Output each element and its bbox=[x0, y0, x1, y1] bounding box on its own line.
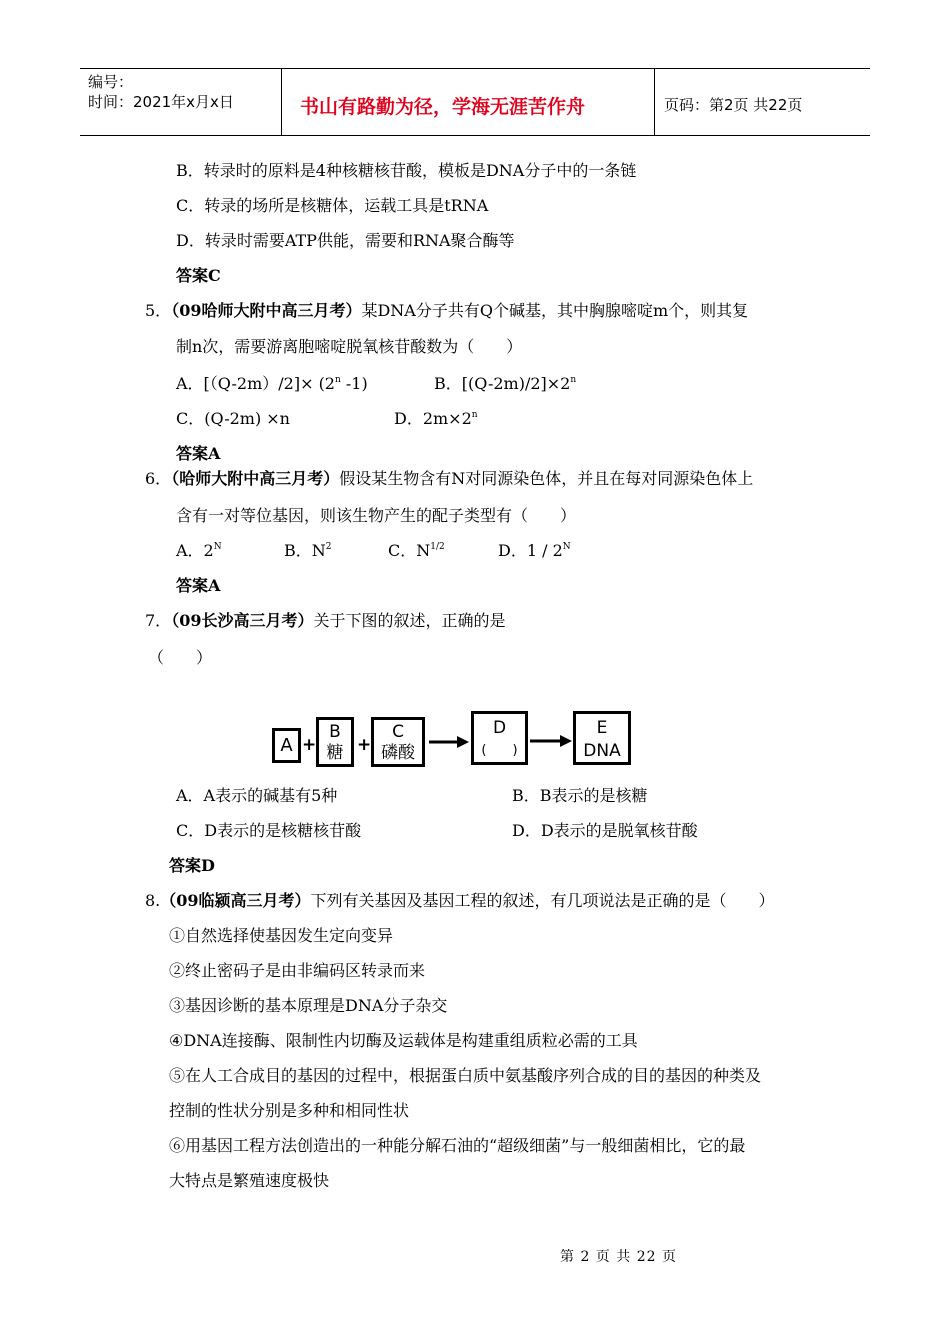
diagram-box-e-bottom: DNA bbox=[583, 741, 621, 761]
q6-d-text: D．1 / 2 bbox=[498, 541, 563, 560]
q6-source: （哈师大附中高三月考） bbox=[171, 469, 340, 488]
q6-b-text: B．N bbox=[284, 541, 326, 560]
q5-source: （09哈师大附中高三月考） bbox=[171, 301, 362, 320]
diagram-box-d-top: D bbox=[492, 718, 507, 738]
q7-number: 7． bbox=[145, 611, 172, 630]
diagram-box-c-top: C bbox=[392, 722, 404, 742]
q8-stem bbox=[145, 891, 775, 911]
q5-number: 5． bbox=[145, 301, 172, 320]
q8-item-6: ⑥用基因工程方法创造出的一种能分解石油的“超级细菌”与一般细菌相比，它的最 bbox=[169, 1136, 746, 1155]
diagram-box-b-top: B bbox=[329, 722, 341, 742]
q6-option-c bbox=[388, 541, 445, 561]
q7-option-d: D．D表示的是脱氧核苷酸 bbox=[512, 821, 698, 840]
q8-item-4: ④DNA连接酶、限制性内切酶及运载体是构建重组质粒必需的工具 bbox=[169, 1031, 638, 1050]
q6-option-d bbox=[498, 541, 571, 561]
q6-stem1: 假设某生物含有N对同源染色体，并且在每对同源染色体上 bbox=[339, 469, 754, 488]
q7-option-b: B．B表示的是核糖 bbox=[512, 786, 648, 805]
q6-a-text: A．2 bbox=[176, 541, 214, 560]
time-label: 时间：2021年x月x日 bbox=[88, 93, 234, 111]
diagram-plus-1: + bbox=[302, 735, 317, 755]
q6-d-sup: N bbox=[562, 542, 571, 552]
q5-b-sup: n bbox=[570, 375, 577, 385]
q6-stem-line1 bbox=[145, 469, 753, 489]
diagram-box-b-bottom: 糖 bbox=[326, 743, 344, 763]
q7-answer: 答案D bbox=[169, 856, 215, 875]
q5-option-d bbox=[394, 409, 478, 429]
q5-option-b bbox=[434, 374, 576, 394]
q8-item-5: ⑤在人工合成目的基因的过程中，根据蛋白质中氨基酸序列合成的目的基因的种类及 bbox=[169, 1066, 762, 1085]
diagram-box-b bbox=[316, 717, 354, 767]
q4-option-d: D．转录时需要ATP供能，需要和RNA聚合酶等 bbox=[176, 231, 515, 250]
diagram-box-c bbox=[371, 717, 425, 767]
diagram-box-e bbox=[573, 711, 631, 765]
diagram-box-c-bottom: 磷酸 bbox=[381, 743, 415, 763]
q7-source: （09长沙高三月考） bbox=[171, 611, 314, 630]
q8-item-3: ③基因诊断的基本原理是DNA分子杂交 bbox=[169, 996, 448, 1015]
q5-a-post: -1) bbox=[340, 374, 368, 393]
q5-option-a bbox=[176, 374, 368, 394]
header-bottom-rule bbox=[80, 135, 870, 136]
diagram-box-e-top: E bbox=[596, 718, 608, 738]
q6-b-sup: 2 bbox=[325, 542, 332, 552]
q6-number: 6． bbox=[145, 469, 172, 488]
diagram-plus-2: + bbox=[357, 735, 372, 755]
q6-option-b bbox=[284, 541, 332, 561]
q7-option-c: C．D表示的是核糖核苷酸 bbox=[176, 821, 362, 840]
q8-item-2: ②终止密码子是由非编码区转录而来 bbox=[169, 961, 426, 980]
q5-stem1: 某DNA分子共有Q个碱基，其中胸腺嘧啶m个，则其复 bbox=[361, 301, 749, 320]
q6-c-sup: 1/2 bbox=[430, 542, 445, 552]
diagram-box-d-bottom: ( ) bbox=[481, 743, 518, 758]
q6-c-text: C．N bbox=[388, 541, 431, 560]
q5-d-sup: n bbox=[471, 410, 478, 420]
serial-label: 编号： bbox=[88, 73, 134, 91]
q5-d-text: D．2m×2 bbox=[394, 409, 472, 428]
q8-item-1: ①自然选择使基因发生定向变异 bbox=[169, 926, 394, 945]
q5-stem-line2: 制n次，需要游离胞嘧啶脱氧核苷酸数为（ ） bbox=[176, 337, 523, 356]
q4-answer: 答案C bbox=[176, 266, 221, 285]
header-divider-2 bbox=[654, 68, 655, 136]
q7-stem bbox=[145, 611, 505, 631]
q5-option-c: C．(Q-2m) ×n bbox=[176, 409, 290, 428]
diagram-box-d bbox=[471, 711, 528, 765]
diagram-arrow-1 bbox=[427, 732, 471, 752]
diagram-arrow-2 bbox=[528, 731, 574, 751]
q5-stem-line1 bbox=[145, 301, 748, 321]
diagram-box-a: A bbox=[272, 728, 301, 763]
header-page-info: 页码：第2页 共22页 bbox=[664, 96, 803, 114]
q8-number: 8. bbox=[145, 891, 161, 910]
q5-a-sup: n bbox=[335, 375, 341, 385]
q8-stem-text: 下列有关基因及基因工程的叙述，有几项说法是正确的是（ ） bbox=[310, 891, 775, 910]
q7-blank: （ ） bbox=[148, 648, 213, 667]
q6-a-sup: N bbox=[213, 542, 222, 552]
q8-item-6-cont: 大特点是繁殖速度极快 bbox=[169, 1171, 330, 1190]
q5-answer: 答案A bbox=[176, 444, 221, 463]
q8-item-5-cont: 控制的性状分别是多种和相同性状 bbox=[169, 1101, 410, 1120]
header-top-rule bbox=[80, 68, 870, 69]
footer-page-number: 第 2 页 共 22 页 bbox=[560, 1249, 677, 1265]
q5-a-text: A．[（Q-2m）/2]× (2 bbox=[176, 374, 335, 393]
q5-b-text: B．[(Q-2m)/2]×2 bbox=[434, 374, 571, 393]
q8-source: （09临颍高三月考） bbox=[160, 891, 311, 910]
header-divider-1 bbox=[281, 68, 282, 136]
q7-stem-text: 关于下图的叙述，正确的是 bbox=[313, 611, 506, 630]
q4-option-b: B．转录时的原料是4种核糖核苷酸，模板是DNA分子中的一条链 bbox=[176, 161, 637, 180]
q7-option-a: A．A表示的碱基有5种 bbox=[176, 786, 338, 805]
q6-answer: 答案A bbox=[176, 576, 221, 595]
q4-option-c: C．转录的场所是核糖体，运载工具是tRNA bbox=[176, 196, 489, 215]
q6-option-a bbox=[176, 541, 222, 561]
header-motto: 书山有路勤为径，学海无涯苦作舟 bbox=[300, 96, 586, 118]
q6-stem-line2: 含有一对等位基因，则该生物产生的配子类型有（ ） bbox=[176, 506, 577, 525]
